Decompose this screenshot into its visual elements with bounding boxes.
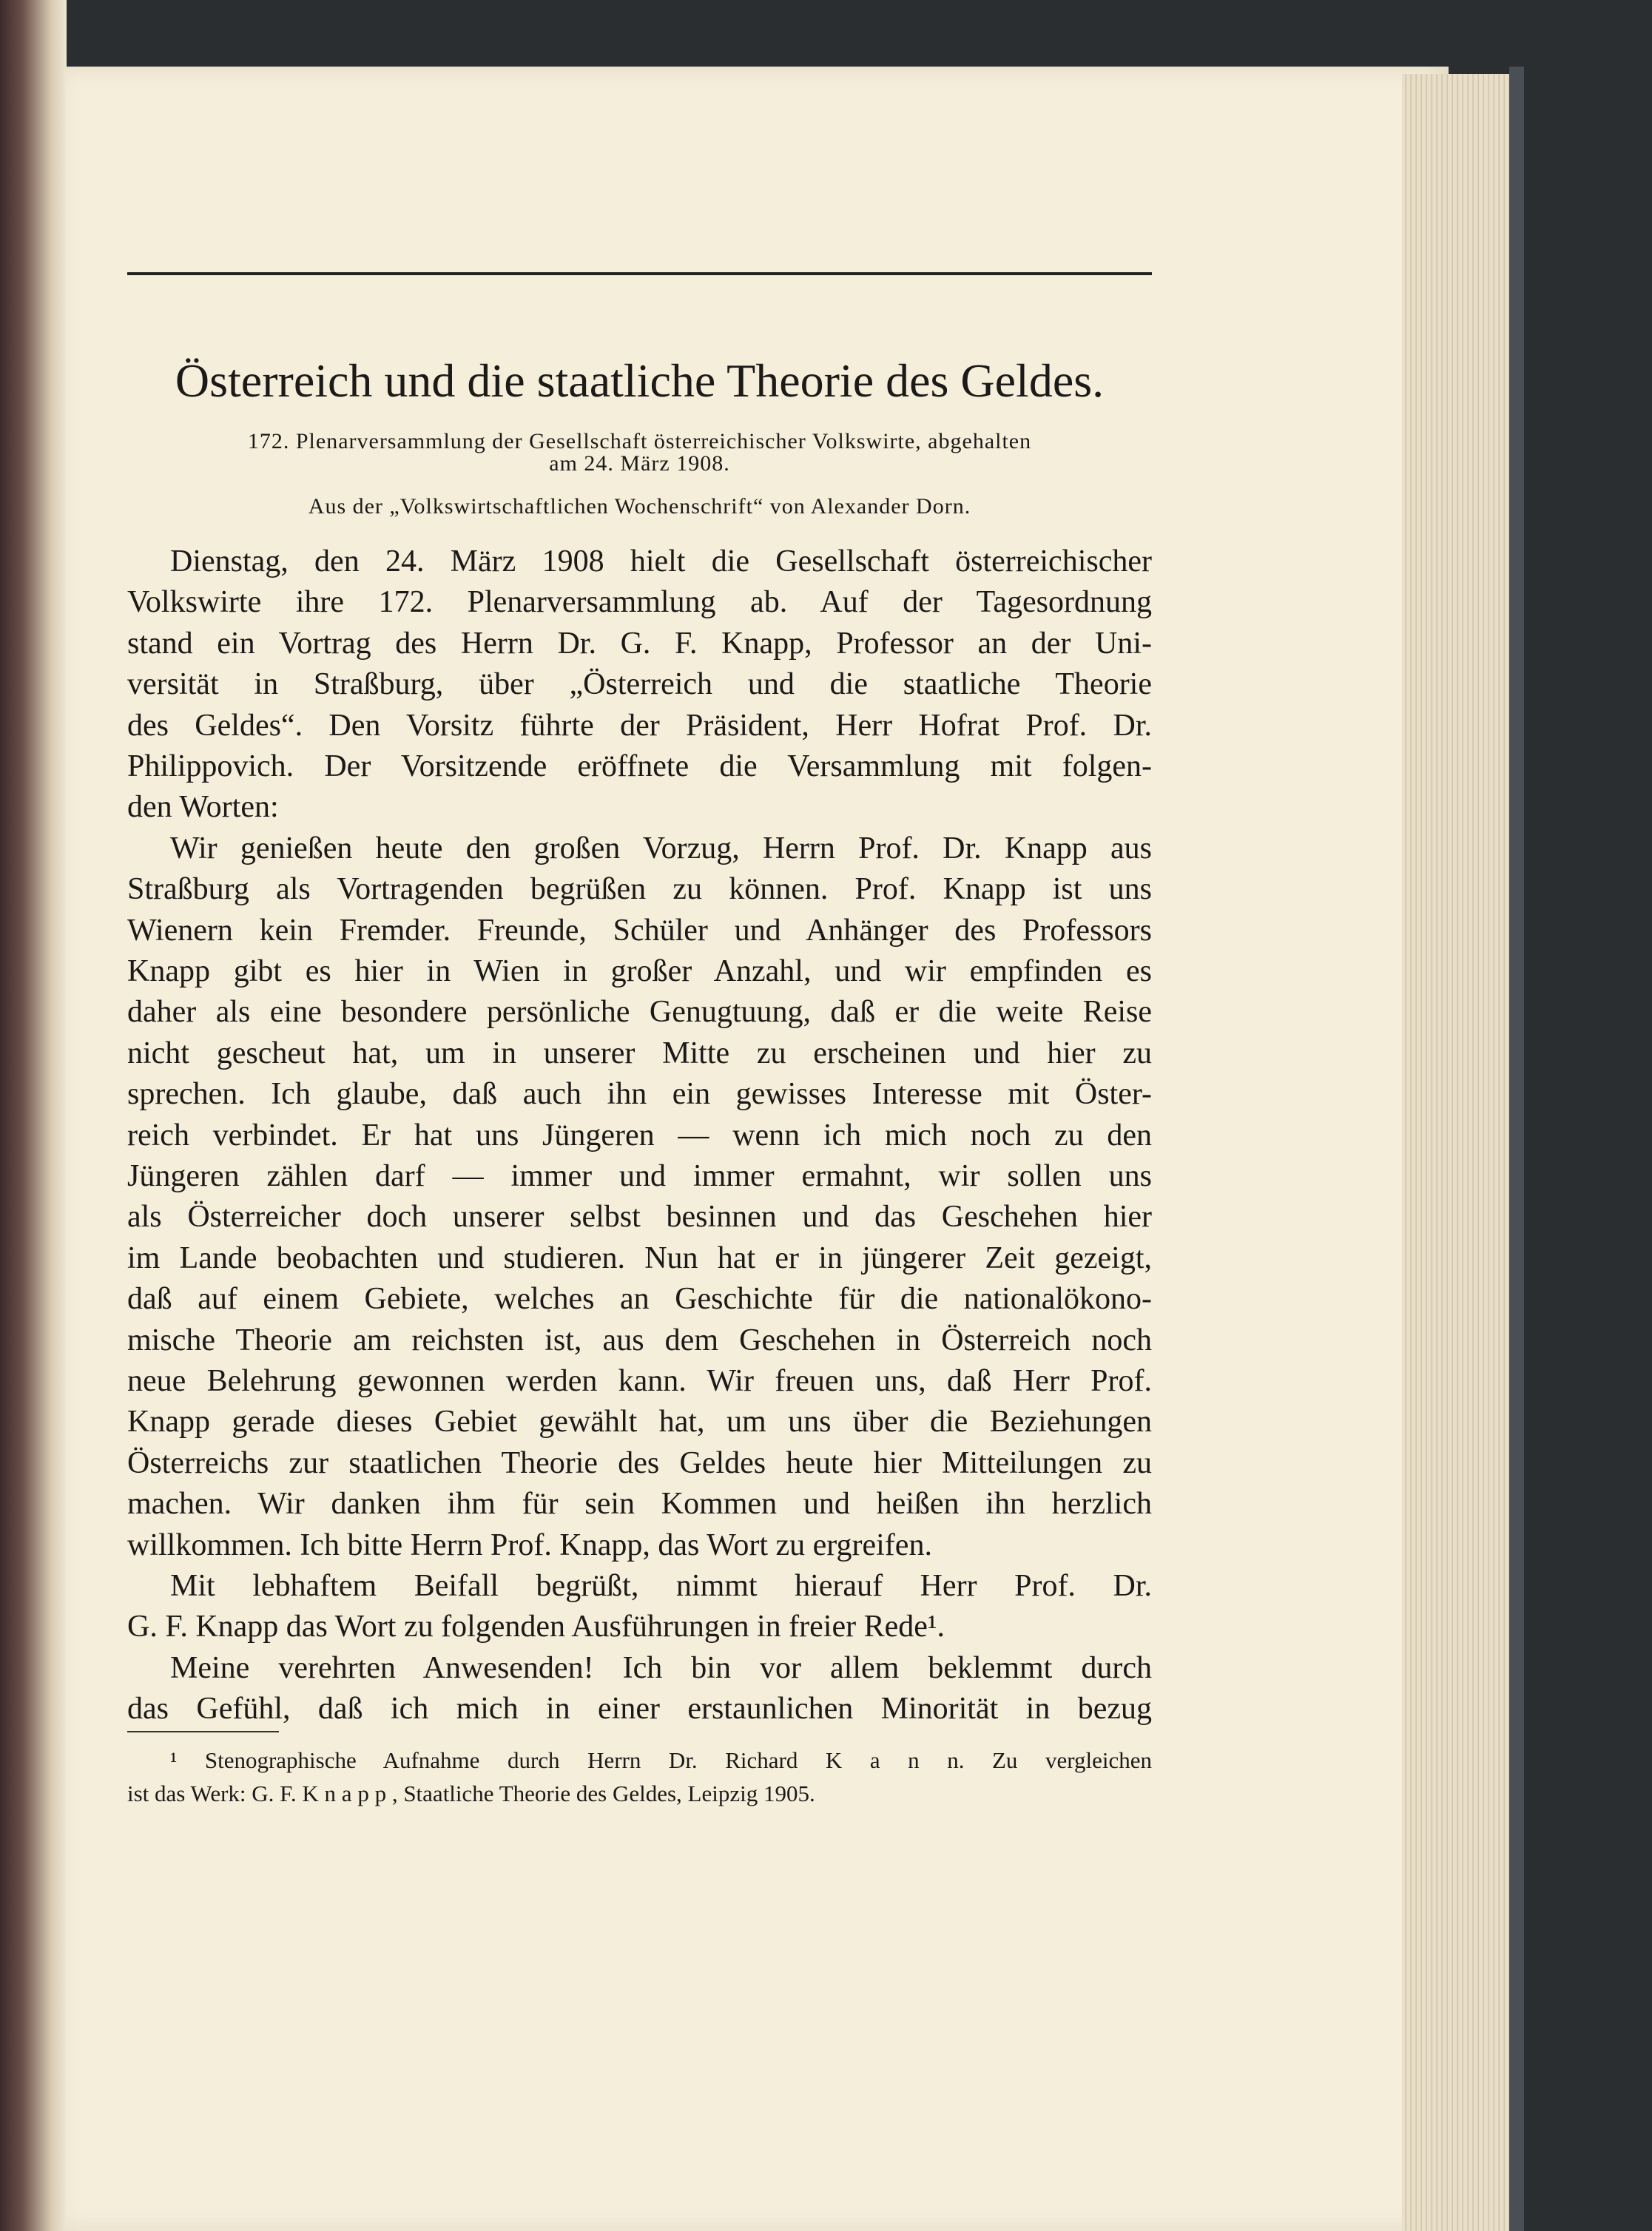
body-line: den Worten:	[127, 790, 279, 825]
body-line: versität in Straßburg, über „Österreich und die staatliche Theorie	[127, 667, 1152, 702]
chapter-title: Österreich und die staatliche Theorie des Geldes.	[175, 354, 1105, 407]
footnote-rule	[127, 1731, 279, 1732]
footnote-line: ¹ Stenographische Aufnahme durch Herrn Dr. Richard K a n n. Zu vergleichen	[170, 1747, 1152, 1773]
body-line: Straßburg als Vortragenden begrüßen zu können. Prof. Knapp ist uns	[127, 872, 1152, 907]
body-line: stand ein Vortrag des Herrn Dr. G. F. Knapp, Professor an der Uni-	[127, 626, 1152, 661]
body-line: als Österreicher doch unserer selbst besinnen und das Geschehen hier	[127, 1200, 1152, 1235]
subtitle-line: am 24. März 1908.	[549, 451, 730, 476]
source-line: Aus der „Volkswirtschaftlichen Wochenschrift“ von Alexander Dorn.	[308, 494, 971, 519]
page-edges	[1402, 74, 1513, 2231]
body-line: nicht gescheut hat, um in unserer Mitte zu erscheinen und hier zu	[127, 1036, 1152, 1070]
body-line: Volkswirte ihre 172. Plenarversammlung ab. Auf der Tagesordnung	[127, 585, 1152, 620]
body-line: willkommen. Ich bitte Herrn Prof. Knapp, das Wort zu ergreifen.	[127, 1528, 932, 1562]
body-line: neue Belehrung gewonnen werden kann. Wir freuen uns, daß Herr Prof.	[127, 1364, 1152, 1398]
header-rule	[127, 272, 1152, 275]
body-line: daß auf einem Gebiete, welches an Geschichte für die nationalökono-	[127, 1282, 1152, 1317]
body-line: Österreichs zur staatlichen Theorie des Geldes heute hier Mitteilungen zu	[127, 1445, 1152, 1480]
body-line: G. F. Knapp das Wort zu folgenden Ausführungen in freier Rede¹.	[127, 1610, 945, 1644]
body-line: Wir genießen heute den großen Vorzug, Herrn Prof. Dr. Knapp aus	[170, 831, 1152, 865]
body-line: Dienstag, den 24. März 1908 hielt die Gesellschaft österreichischer	[170, 544, 1152, 578]
body-line: sprechen. Ich glaube, daß auch ihn ein gewisses Interesse mit Öster-	[127, 1077, 1152, 1112]
body-line: Mit lebhaftem Beifall begrüßt, nimmt hierauf Herr Prof. Dr.	[170, 1569, 1152, 1603]
body-line: machen. Wir danken ihm für sein Kommen und heißen ihn herzlich	[127, 1487, 1152, 1522]
subtitle-line: 172. Plenarversammlung der Gesellschaft österreichischer Volkswirte, abgehalten	[247, 429, 1032, 453]
body-line: Philippovich. Der Vorsitzende eröffnete die Versammlung mit folgen-	[127, 749, 1152, 783]
body-line: das Gefühl, daß ich mich in einer erstaunlichen Minorität in bezug	[127, 1692, 1152, 1727]
body-line: Meine verehrten Anwesenden! Ich bin vor allem beklemmt durch	[170, 1650, 1152, 1685]
body-line: Wienern kein Fremder. Freunde, Schüler und Anhänger des Professors	[127, 913, 1152, 948]
body-line: Jüngeren zählen darf — immer und immer ermahnt, wir sollen uns	[127, 1159, 1152, 1193]
footnote-line: ist das Werk: G. F. K n a p p , Staatliche Theorie des Geldes, Leipzig 1905.	[127, 1781, 815, 1806]
body-line: reich verbindet. Er hat uns Jüngeren — wenn ich mich noch zu den	[127, 1118, 1152, 1152]
body-line: daher als eine besondere persönliche Genugtuung, daß er die weite Reise	[127, 995, 1152, 1030]
left-page-edge	[0, 0, 67, 2231]
body-line: Knapp gibt es hier in Wien in großer Anzahl, und wir empfinden es	[127, 954, 1152, 988]
body-line: Knapp gerade dieses Gebiet gewählt hat, um uns über die Beziehungen	[127, 1405, 1152, 1439]
book-cover-edge	[1509, 67, 1524, 2231]
body-line: des Geldes“. Den Vorsitz führte der Präsident, Herr Hofrat Prof. Dr.	[127, 708, 1152, 743]
body-line: im Lande beobachten und studieren. Nun hat er in jüngerer Zeit gezeigt,	[127, 1241, 1152, 1275]
body-line: mische Theorie am reichsten ist, aus dem Geschehen in Österreich noch	[127, 1323, 1152, 1357]
